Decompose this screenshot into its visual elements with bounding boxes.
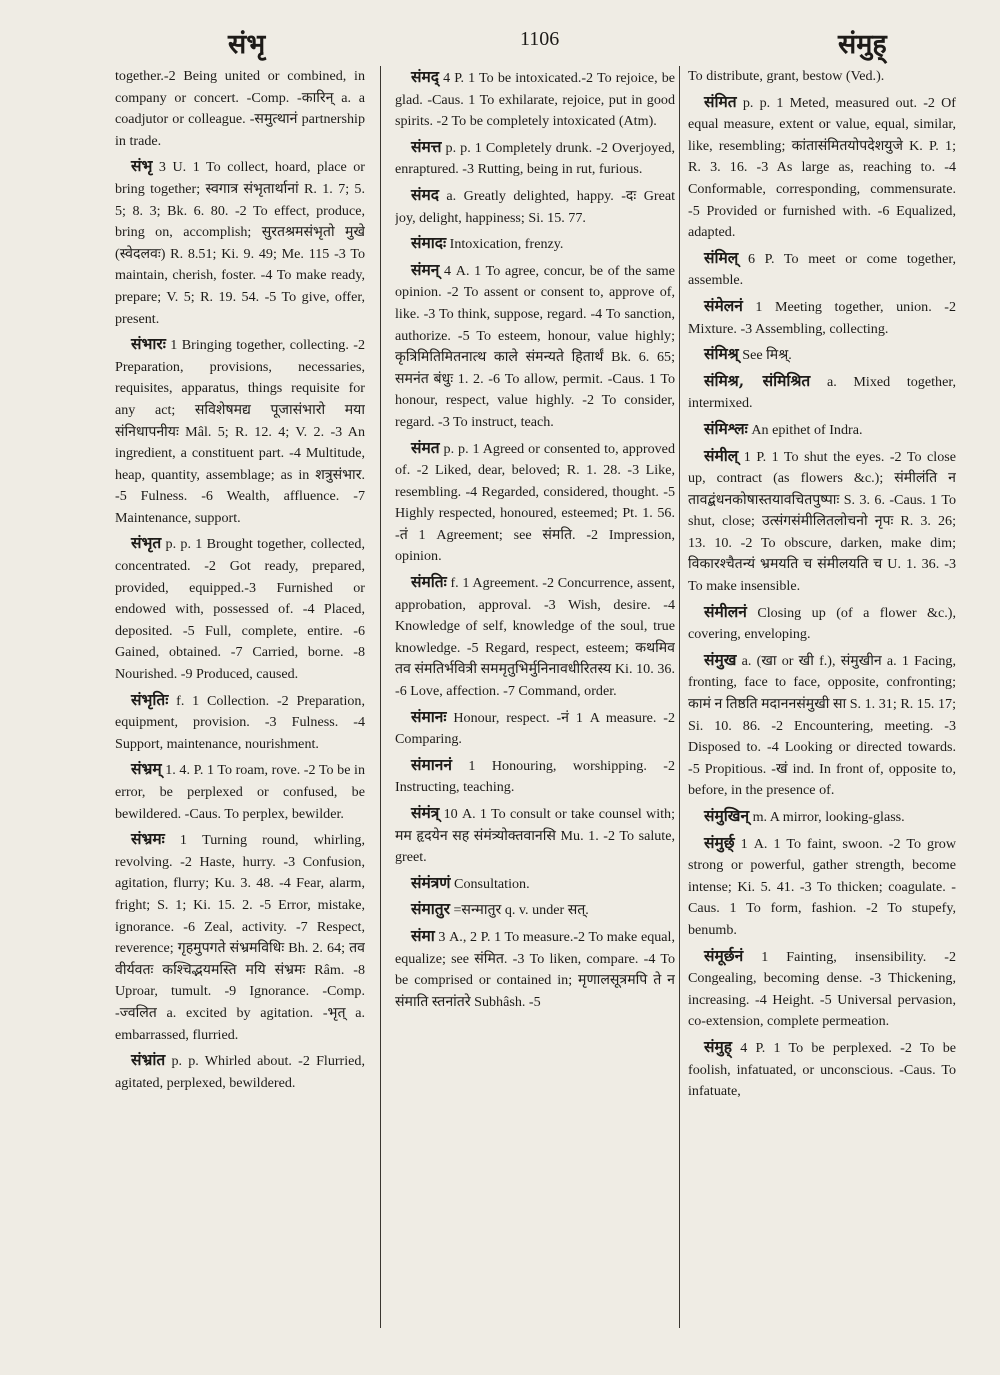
column-1	[115, 66, 365, 1328]
right-guide-word: संमुह्	[838, 29, 887, 60]
dictionary-entry	[115, 828, 365, 1046]
dictionary-entry	[395, 706, 675, 751]
entry-headword: संमा	[411, 925, 435, 945]
dictionary-entry	[115, 758, 365, 825]
entry-definition: See मिश्र्.	[742, 347, 792, 364]
entry-definition: p. p. 1 Brought together, collected, concentrated. -2 Got ready, prepared, provided, equipped.-3 Furnished or endowed with, possessed of. -4 Placed, deposited. -5 Full, complete, entire. -6 Gained, obtained. -7 Carried, borne. -8 Nourished. -9 Produced, caused.	[115, 536, 365, 683]
column-divider	[679, 66, 680, 1328]
entry-definition: Consultation.	[454, 875, 530, 892]
entry-definition: Intoxication, frenzy.	[449, 236, 564, 253]
column-2	[395, 66, 675, 1328]
entry-headword: संमिल्	[704, 247, 739, 267]
dictionary-entry	[395, 802, 675, 869]
entry-headword: संमिश्लः	[704, 418, 748, 438]
dictionary-entry	[395, 571, 675, 703]
entry-headword: संमुख	[704, 649, 737, 669]
entry-definition: Honour, respect. -नं 1 A measure. -2 Comparing.	[395, 709, 675, 748]
entry-definition: =सन्मातुर q. v. under सत्.	[453, 902, 589, 919]
dictionary-entry	[688, 370, 956, 415]
entry-headword: संमन्	[411, 259, 440, 279]
running-header	[0, 22, 1000, 62]
entry-headword: संमंत्र्	[411, 803, 440, 822]
dictionary-entry	[115, 66, 365, 152]
dictionary-entry	[688, 247, 956, 292]
entry-headword: संमेलनं	[704, 295, 743, 315]
dictionary-entry	[395, 232, 675, 256]
entry-headword: संमुर्छ्	[704, 832, 735, 852]
dictionary-entry	[395, 872, 675, 896]
entry-definition: 1 P. 1 To shut the eyes. -2 To close up, contract (as flowers &c.); संमीलंति न तावद्बंधनकोषास्तयावचितपुष्पाः S. 3. 6. -Caus. 1 To shut, close; उत्संगसंमीलितलोचनो नृपः R. 3. 26; 13. 10. -2 To obscure, darken, make dim; विकारश्चैतन्यं भ्रमयति च संमीलयति च U. 1. 36. -3 To make insensible.	[688, 448, 956, 595]
entry-definition: p. p. Whirled about. -2 Flurried, agitated, perplexed, bewildered.	[115, 1053, 365, 1091]
entry-headword: संमीलनं	[704, 601, 747, 621]
entry-definition: a. (खा or खी f.), संमुखीन a. 1 Facing, fronting, face to face, opposite, confronting; कामं न तिष्ठति मदाननसंमुखी सा S. 1. 31; R. 15. 17; Si. 10. 86. -2 Encountering, meeting. -3 Disposed to. -4 Looking or directed towards. -5 Propitious. -खं ind. In front of, opposite to, before, in the presence of.	[688, 652, 956, 799]
dictionary-entry	[115, 1049, 365, 1094]
entry-definition: f. 1 Collection. -2 Preparation, equipment, provision. -3 Fulness. -4 Support, maintenance, nourishment.	[115, 692, 365, 752]
entry-headword: संभ्रम्	[131, 759, 162, 779]
entry-definition: 4 P. 1 To be intoxicated.-2 To rejoice, be glad. -Caus. 1 To exhilarate, rejoice, put in good spirits. -2 To be completely intoxicated (Atm).	[395, 70, 675, 130]
dictionary-entry	[395, 898, 675, 922]
entry-headword: संमाननं	[411, 754, 452, 774]
entry-headword: संभृत	[131, 533, 162, 553]
entry-definition: 3 U. 1 To collect, hoard, place or bring together; स्वगात्र संभृतार्थानां R. 1. 7; 5. 5; 8. 3; Bk. 6. 80. -2 To effect, produce, bring on, accomplish; सुरतश्रमसंभृतो मुखे (स्वेदलवः) R. 8.51; Ki. 9. 49; Me. 115 -3 To maintain, cherish, foster. -4 To make ready, prepare; V. 5; R. 19. 54. -5 To give, offer, present.	[115, 159, 365, 327]
column-3	[688, 66, 956, 1328]
entry-definition: p. p. 1 Agreed or consented to, approved of. -2 Liked, dear, beloved; R. 1. 28. -3 Like, resembling. -4 Regarded, considered, thought. -5 Highly respected, honoured, esteemed; Pt. 1. 56. -तं 1 Agreement; see संमति. -2 Impression, opinion.	[395, 440, 675, 565]
dictionary-entry	[688, 649, 956, 802]
entry-definition: An epithet of Indra.	[751, 421, 863, 438]
entry-definition: a. Greatly delighted, happy. -दः Great joy, delight, happiness; Si. 15. 77.	[395, 187, 675, 226]
entry-definition: 1 Fainting, insensibility. -2 Congealing, becoming dense. -3 Thickening, increasing. -4 Height. -5 Universal pervasion, co-extension, complete permeation.	[688, 948, 956, 1030]
dictionary-entry	[395, 259, 675, 434]
entry-definition: m. A mirror, looking-glass.	[752, 809, 905, 825]
entry-headword: संमातुर	[411, 899, 450, 919]
entry-headword: संमद	[411, 184, 439, 204]
entry-definition: p. p. 1 Meted, measured out. -2 Of equal measure, extent or value, equal, similar, like, resembling; कांतासंमितयोपदेशयुजे K. P. 1; R. 3. 16. -3 As large as, reaching to. -4 Conformable, corresponding, commensurate. -5 Provided or furnished with. -6 Equalized, adapted.	[688, 94, 956, 241]
entry-definition: To distribute, grant, bestow (Ved.).	[688, 68, 885, 84]
dictionary-entry	[688, 1036, 956, 1103]
dictionary-entry	[688, 832, 956, 942]
dictionary-entry	[688, 445, 956, 598]
entry-headword: संमूर्छनं	[704, 945, 744, 965]
entry-headword: संमिश्र, संमिश्रित	[704, 370, 811, 390]
entry-definition: 3 A., 2 P. 1 To measure.-2 To make equal, equalize; see संमित. -3 To liken, compare. -4 To be comprised or contained in; मृणालसूत्रमपि ते न संमाति स्तनांतरे Subhâsh. -5	[395, 928, 675, 1010]
dictionary-entry	[395, 66, 675, 133]
dictionary-entry	[688, 91, 956, 244]
dictionary-entry	[688, 295, 956, 340]
dictionary-entry	[395, 437, 675, 569]
dictionary-entry	[688, 945, 956, 1033]
entry-headword: संभृतिः	[131, 689, 169, 709]
dictionary-entry	[688, 418, 956, 442]
entry-headword: संमित	[704, 91, 737, 111]
entry-headword: संमत	[411, 437, 440, 457]
entry-definition: 1 A. 1 To faint, swoon. -2 To grow strong or powerful, gather strength, become intense; Ki. 5. 41. -3 To thicken; coagulate. -Caus. 1 To form, fashion. -2 To stupefy, benumb.	[688, 835, 956, 938]
column-divider	[380, 66, 381, 1328]
dictionary-entry	[115, 689, 365, 756]
entry-headword: संभारः	[131, 334, 166, 354]
dictionary-entry	[688, 601, 956, 646]
entry-headword: संमुह्	[704, 1036, 732, 1056]
entry-headword: संमानः	[411, 706, 447, 726]
entry-definition: f. 1 Agreement. -2 Concurrence, assent, approbation, approval. -3 Wish, desire. -4 Knowledge of self, knowledge of the soul, true knowledge. -5 Regard, respect, esteem; कथमिव तव संमतिर्भवित्री सममृतुभिर्मुनिनावधीरितस्य Ki. 10. 36. -6 Love, affection. -7 Command, order.	[395, 575, 675, 700]
entry-definition: 1 Honouring, worshipping. -2 Instructing, teaching.	[395, 757, 675, 796]
entry-headword: संमत्त	[411, 136, 442, 156]
entry-headword: संमंत्रणं	[411, 872, 451, 892]
dictionary-entry	[688, 66, 956, 88]
dictionary-entry	[115, 155, 365, 330]
dictionary-entry	[395, 925, 675, 1013]
entry-definition: 10 A. 1 To consult or take counsel with; मम हृदयेन सह संमंत्र्योक्तवानसि Mu. 1. -2 To salute, greet.	[395, 806, 675, 866]
entry-definition: 1 Bringing together, collecting. -2 Preparation, provisions, necessaries, requisites, apparatus, things requisite for any act; सविशेषमद्य पूजासंभारो मया संनिधापनीयः Mâl. 5; R. 12. 4; V. 2. -3 An ingredient, a constituent part. -4 Multitude, heap, quantity, assemblage; as in शत्रुसंभार. -5 Fulness. -6 Wealth, affluence. -7 Maintenance, support.	[115, 337, 365, 526]
dictionary-entry	[115, 333, 365, 529]
entry-definition: 1 Meeting together, union. -2 Mixture. -3 Assembling, collecting.	[688, 298, 956, 337]
entry-headword: संमद्	[411, 67, 439, 86]
dictionary-entry	[395, 136, 675, 181]
dictionary-entry	[395, 184, 675, 229]
entry-definition: a. Mixed together, intermixed.	[688, 373, 956, 412]
entry-definition: Closing up (of a flower &c.), covering, enveloping.	[688, 604, 956, 643]
entry-definition: 4 P. 1 To be perplexed. -2 To be foolish, infatuated, or unconscious. -Caus. To infatuate,	[688, 1039, 956, 1100]
entry-definition: 1 Turning round, whirling, revolving. -2 Haste, hurry. -3 Confusion, agitation, flurry; Ku. 3. 48. -4 Fear, alarm, fright; S. 1; Ki. 15. 2. -5 Error, mistake, ignorance. -6 Zeal, activity. -7 Respect, reverence; गृहमुपगते संभ्रमविधिः Bh. 2. 64; तव वीर्यवतः कश्चिद्भयमस्ति मयि संभ्रमः Râm. -8 Uproar, tumult. -9 Ignorance. -Comp. -ज्वलित a. excited by agitation. -भृत् a. embarrassed, flurried.	[115, 832, 365, 1043]
left-guide-word: संभृ	[228, 29, 266, 60]
dictionary-entry	[395, 754, 675, 799]
entry-headword: संभ्रमः	[131, 829, 165, 849]
entry-headword: संभ्रांत	[131, 1050, 166, 1070]
page-number: 1106	[520, 28, 560, 50]
entry-headword: संमील्	[704, 445, 739, 465]
entry-definition: p. p. 1 Completely drunk. -2 Overjoyed, enraptured. -3 Rutting, being in rut, furious.	[395, 139, 675, 178]
dictionary-entry	[688, 343, 956, 367]
entry-headword: संमतिः	[411, 572, 447, 592]
entry-headword: संमुखिन्	[704, 806, 750, 825]
entry-definition: 4 A. 1 To agree, concur, be of the same opinion. -2 To assent or consent to, approve of, like. -3 To think, suppose, regard. -4 To sanction, authorize. -5 To esteem, honour, value highly; कृत्रिमितिमितनात्थ काले संमन्यते हितार्थं Bk. 6. 65; समनंत बंधुः 1. 2. -6 To allow, permit. -Caus. 1 To honour, respect, value highly. -2 To consider, regard. -3 To instruct, teach.	[395, 262, 675, 430]
entry-definition: 6 P. To meet or come together, assemble.	[688, 250, 956, 289]
entry-headword: संमादः	[411, 233, 447, 253]
entry-headword: संमिश्र्	[704, 344, 739, 364]
dictionary-entry	[115, 532, 365, 685]
entry-headword: संभृ	[131, 156, 153, 176]
dictionary-entry	[688, 805, 956, 829]
entry-definition: 1. 4. P. 1 To roam, rove. -2 To be in error, be perplexed or confused, be bewildered. -Caus. To perplex, bewilder.	[115, 762, 365, 822]
entry-definition: together.-2 Being united or combined, in company or concert. -Comp. -कारिन् a. a coadjutor or colleague. -समुत्थानं partnership in trade.	[115, 68, 365, 149]
